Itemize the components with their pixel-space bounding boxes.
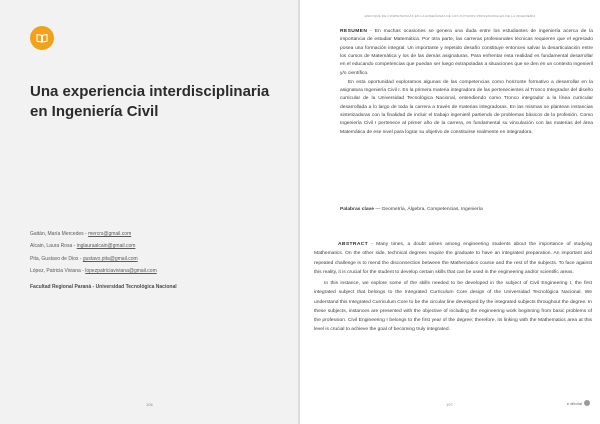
publisher-footer <box>567 400 590 406</box>
resumen-text: - En muchas ocasiones se genera una duda entre los estudiantes de ingeniería acerca de la importancia de estudiar Matemática. Por otra parte, las carreras profesionales técnicas requieren que el egresado posea una formación integral. Un importante y repetido desafío constituye entonces salvar la desarticulación entre los cursos de Matemática y los de las demás asignaturas. Para enfrentar esta realidad es fundamental desarrollar en el educando competencias que puedan ser luego extrapoladas a situaciones que se den en un contexto ingenieril y/o científico. <box>340 29 594 76</box>
author-line: López, Patricia Viviana - lopezpatriciaviviana@gmail.com <box>30 268 157 275</box>
author-name: Pita, Gustavo de Dios <box>30 255 79 262</box>
keywords-label: Palabras clave <box>340 207 374 212</box>
author-name: López, Patricia Viviana <box>30 268 81 275</box>
author-email-link[interactable]: lopezpatriciaviviana@gmail.com <box>85 268 157 275</box>
author-email-link[interactable]: inglauraalcain@gmail.com <box>76 243 136 250</box>
right-page <box>300 0 600 424</box>
page-number-right: 107 <box>446 402 453 407</box>
book-badge <box>30 26 54 50</box>
open-book-icon <box>36 33 48 43</box>
resumen-label: RESUMEN <box>340 29 368 34</box>
faculty-affiliation: Facultad Regional Paraná - Universidad Tecnológica Nacional <box>30 284 177 290</box>
resumen-paragraph <box>340 28 593 78</box>
article-title: Una experiencia interdisciplinaria en Ingeniería Civil <box>30 83 270 120</box>
running-head: ENFOQUE DE COMPETENCIAS EN LA ENSEÑANZA DE LOS FUTUROS PROFESIONALES DE LA INGENIERÍA <box>364 14 536 18</box>
publisher-name: e ditorial <box>566 400 582 406</box>
abstract-label: ABSTRACT <box>338 242 369 247</box>
abstract-section <box>314 240 592 335</box>
author-list <box>30 228 280 278</box>
abstract-paragraph: In this instance, we explore some of the skills needed to be developed in the subject of Civil Engineering I, the first integrated subject that belongs to the Integrated Curriculum Core design of the Universidad Tecnológica Nacional. We understand this Integrated Curriculum Core to be the circular line developed by the integrated subjects throughout the degree. In these subjects, instances are presented with the objective of including the engineering work beginning from basic problems of the profession. Civil Engineering I belongs to the first year of the degree; therefore, its linking with the Mathematics area at this level is crucial to achieve the goal of becoming truly integrated. <box>314 281 592 333</box>
abstract-text: - Many times, a doubt arises among engineering students about the importance of studying Mathematics. On the other side, technical degrees require the graduate to have an integrated preparation. An important and repeated challenge is to mend the disconnection between the Mathematics course and the rest of the subjects. To face against this reality, it is crucial for the student to develop certain skills that can be used in the engineering and/or scientific areas. <box>314 242 593 275</box>
author-line: Gaitán, María Mercedes - mercrs@gmail.com <box>30 231 132 237</box>
author-email-link[interactable]: gustavo.pita@gmail.com <box>82 255 138 262</box>
keywords-text: — Geometría, Álgebra, Competencias, Ingeniería <box>375 207 483 212</box>
author-name: Alcain, Laura Rosa <box>30 243 73 250</box>
author-line: Alcain, Laura Rosa - inglauraalcain@gmail.com <box>30 243 136 250</box>
resumen-paragraph: En esta oportunidad exploramos algunas de las competencias como horizonte formativo a desarrollar en la asignatura Ingeniería Civil I. Es la primera materia integradora de las pertenecientes al Tronco Integrador del diseño curricular de la Universidad Tecnológica Nacional, entendiendo como Tronco integrador a la línea curricular desarrollada a lo largo de toda la carrera a través de materias integradoras. En las mismas se plantean instancias sintetizadoras con la finalidad de incluir el trabajo ingenieril partiendo de problemas básicos de la profesión. Como Ingeniería Civil I pertenece al primer año de la carrera, es fundamental su vinculación con las materias del área Matemática de ese nivel para lograr su objetivo de constituirse realmente en integradora. <box>340 79 593 135</box>
keywords-line <box>340 207 593 212</box>
publisher-logo-icon <box>584 400 590 406</box>
author-line: Pita, Gustavo de Dios - gustavo.pita@gmail.com <box>30 255 138 262</box>
resumen-section <box>340 28 593 137</box>
author-email-link[interactable]: mercrs@gmail.com <box>88 231 132 237</box>
author-name: Gaitán, María Mercedes <box>30 231 84 237</box>
left-page <box>0 0 298 424</box>
page-number-left: 106 <box>146 402 153 407</box>
abstract-paragraph <box>314 240 592 277</box>
